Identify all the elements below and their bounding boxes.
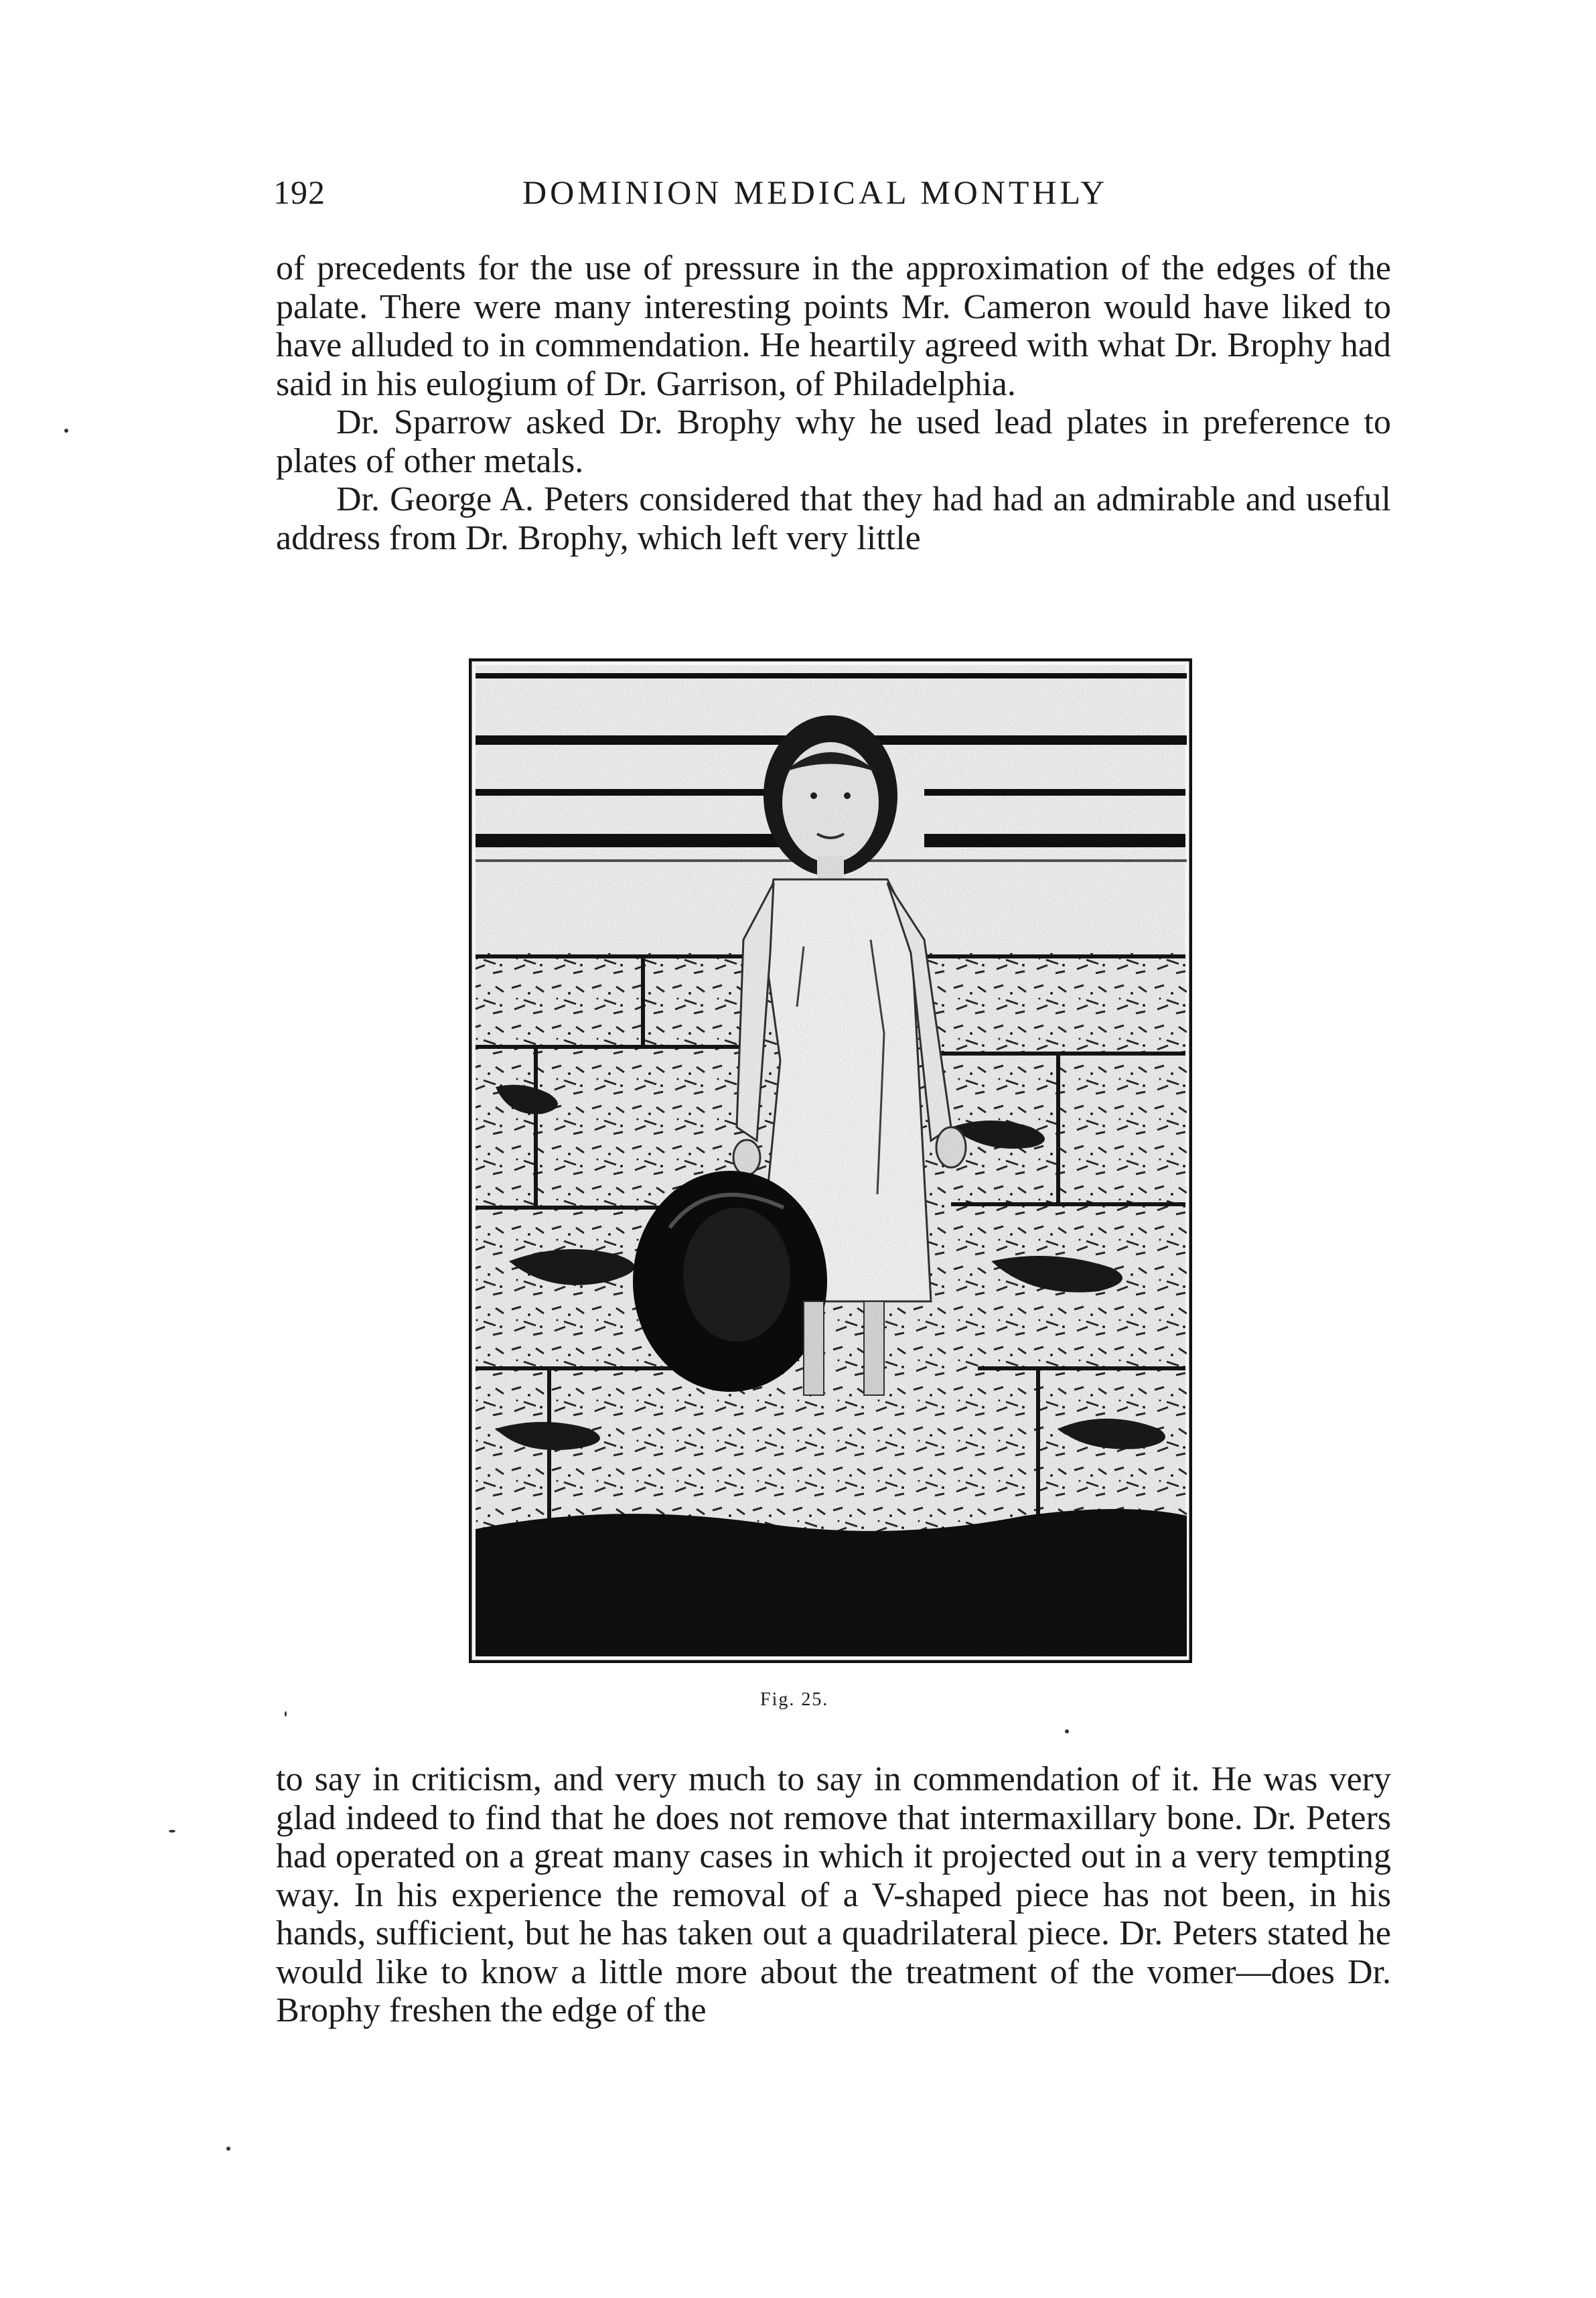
photograph-girl-with-hat (469, 658, 1192, 1663)
paragraph: to say in criticism, and very much to say in commendation of it. He was very glad indeed to find that he does not remove that intermaxillary bone. Dr. Peters had operated on a great many cases in which it projected out in a very tempting way. In his experience the removal of a V-shaped piece has not been, in his hands, sufficient, but he has taken out a quadrilateral piece. Dr. Peters stated he would like to know a little more about the treatment of the vomer—does Dr. Brophy freshen the edge of the (276, 1760, 1391, 2029)
running-head: DOMINION MEDICAL MONTHLY (522, 173, 1108, 211)
paragraph: Dr. George A. Peters considered that they had had an admirable and useful address from Dr. Brophy, which left very little (276, 480, 1391, 557)
ink-speck (285, 1711, 287, 1717)
ink-speck (169, 1830, 175, 1833)
paragraph: of precedents for the use of pressure in the approximation of the edges of the palate. There were many interesting points Mr. Cameron would have liked to have alluded to in commendation. He heartily agreed with what Dr. Brophy had said in his eulogium of Dr. Garrison, of Philadelphia. (276, 249, 1391, 403)
text-block-top (276, 249, 1391, 557)
ink-speck (226, 2147, 230, 2151)
page-number: 192 (273, 173, 325, 211)
ink-speck (1065, 1729, 1069, 1733)
figure-photograph (469, 658, 1192, 1663)
ink-speck (64, 429, 68, 433)
text-block-bottom (276, 1760, 1391, 2030)
figure-caption: Fig. 25. (760, 1689, 829, 1710)
paragraph: Dr. Sparrow asked Dr. Brophy why he used lead plates in preference to plates of other metals. (276, 403, 1391, 480)
